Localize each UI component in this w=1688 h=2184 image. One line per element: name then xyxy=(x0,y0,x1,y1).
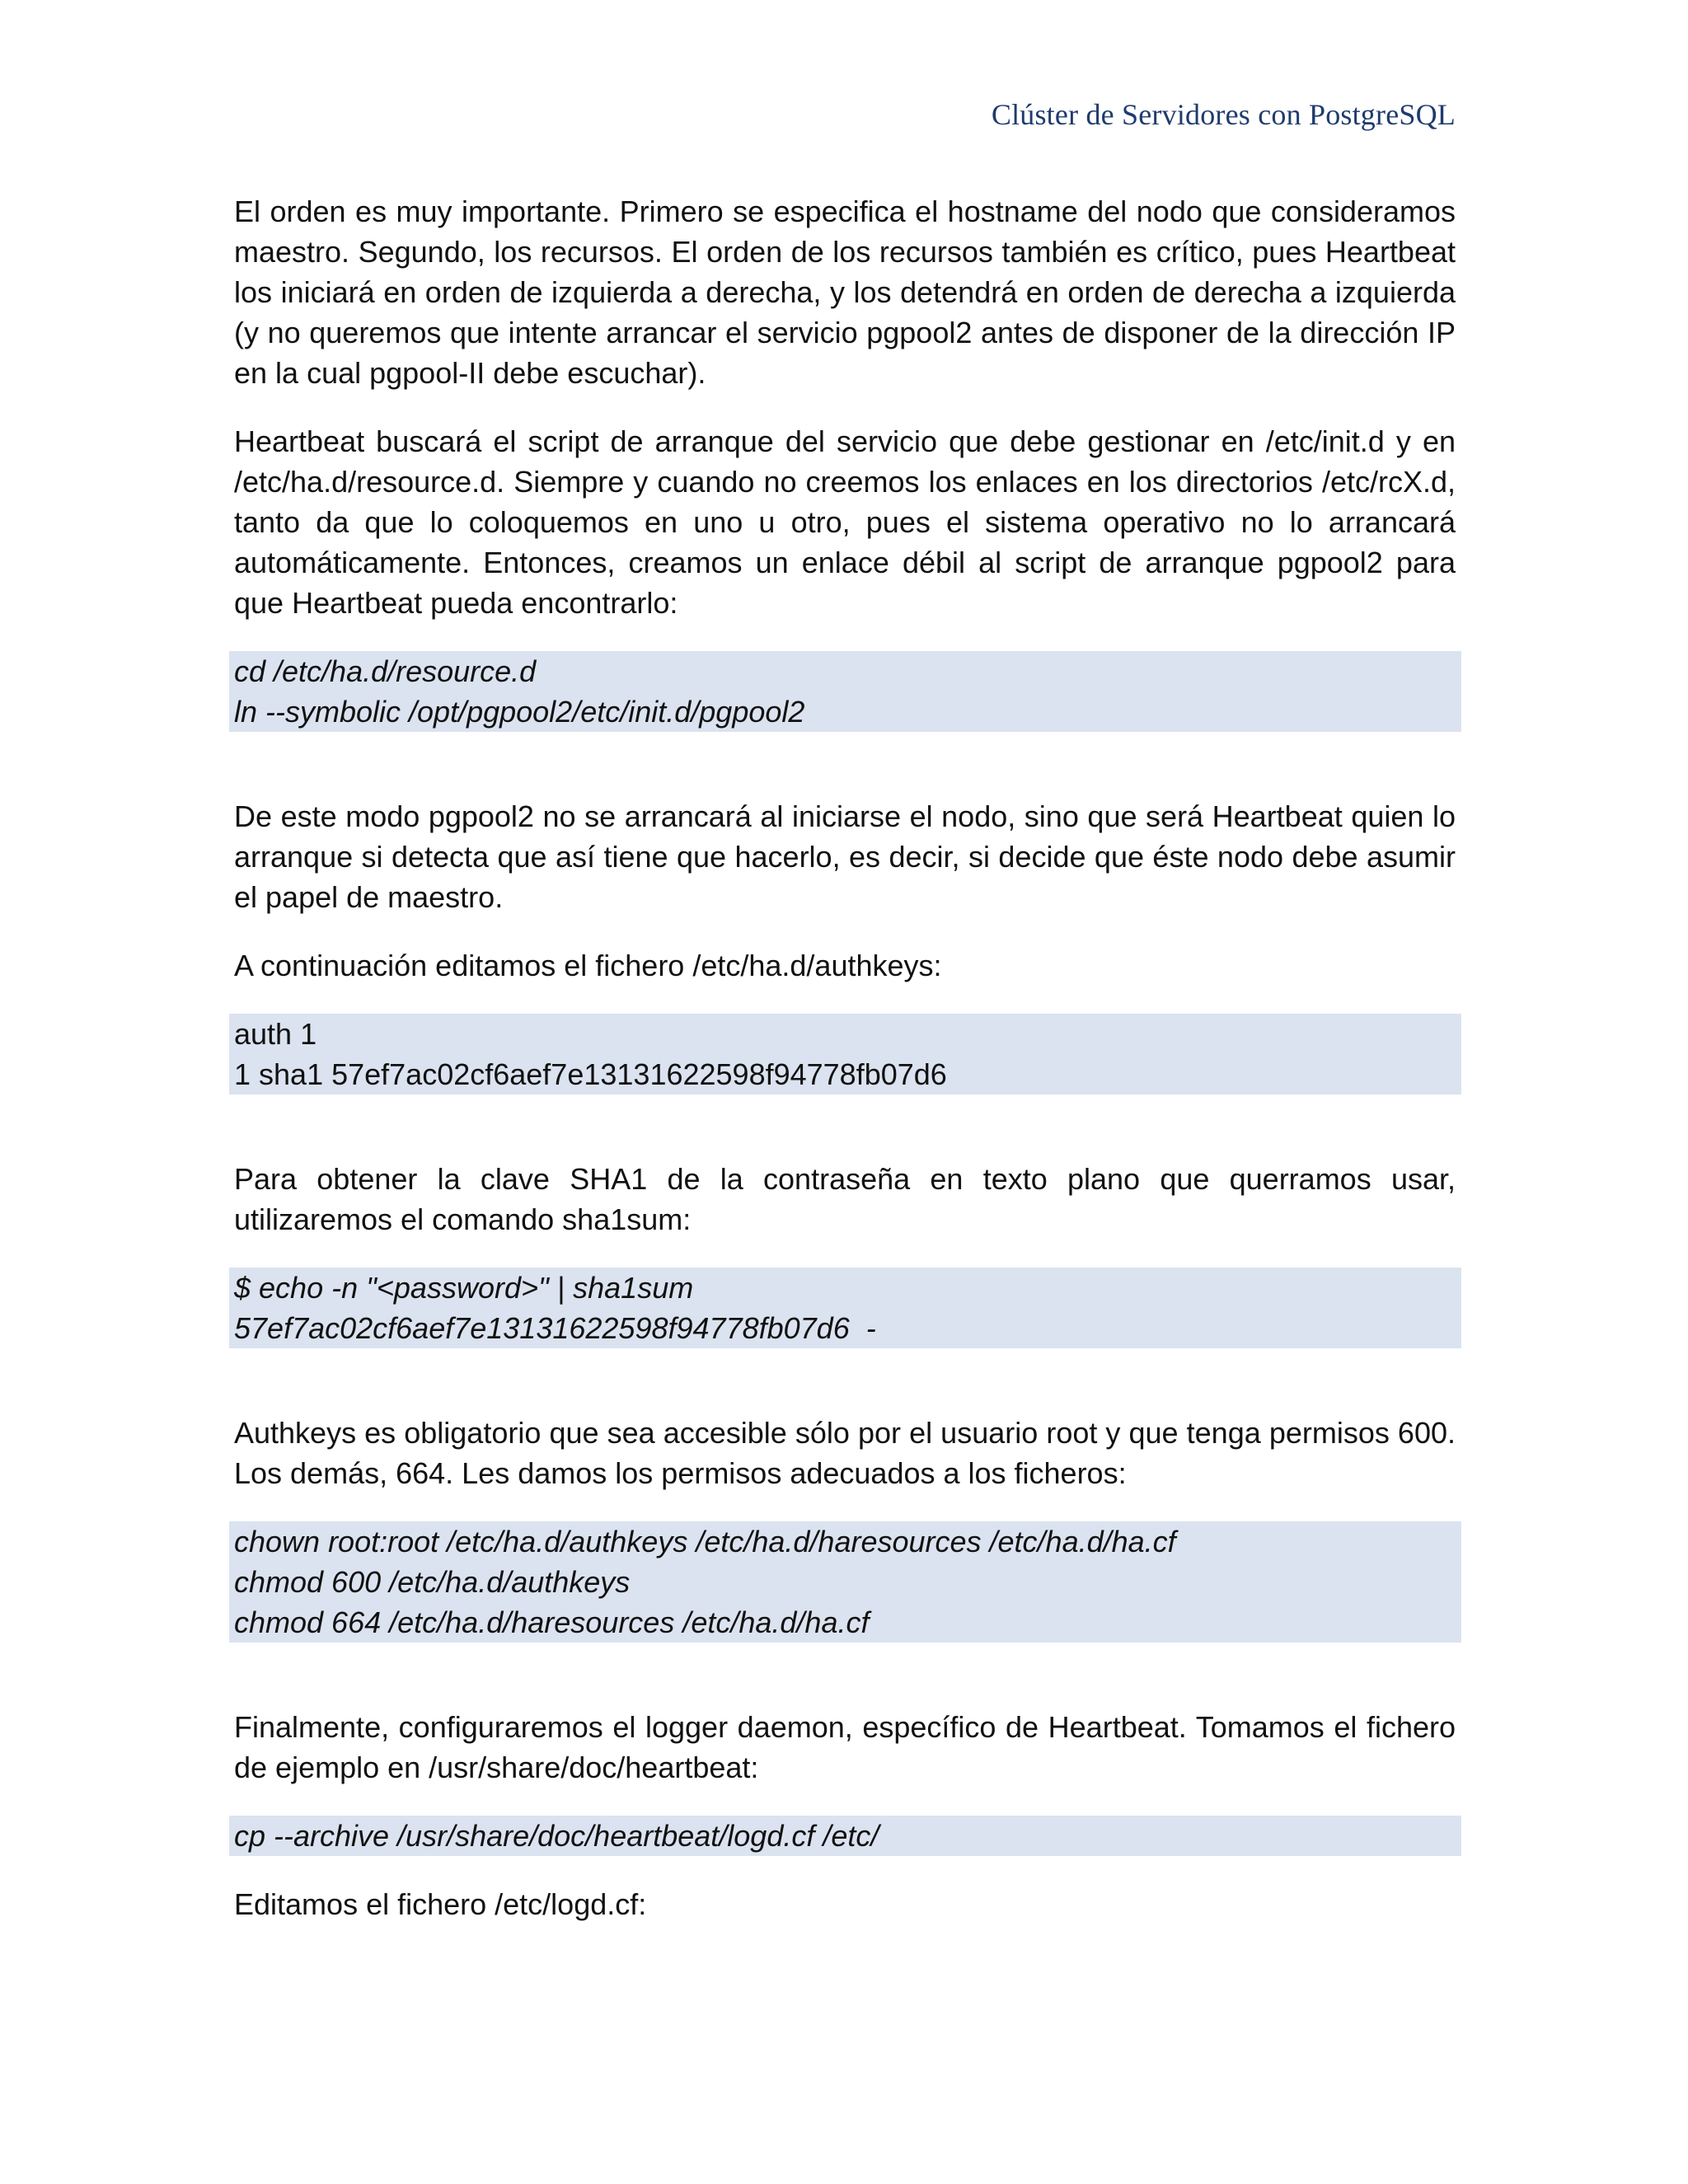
paragraph-heartbeat-start: De este modo pgpool2 no se arrancará al iniciarse el nodo, sino que será Heartbeat quien lo arranque si detecta que así tiene que hacerlo, es decir, si decide que éste nodo debe asumir el papel de maestro. xyxy=(234,799,1456,914)
paragraph-resource-order: El orden es muy importante. Primero se especifica el hostname del nodo que consideramos maestro. Segundo, los recursos. El orden de los recursos también es crítico, pues Heartbeat los iniciará en orden de izquierda a derecha, y los detendrá en orden de derecha a izquierda (y no queremos que intente arrancar el servicio pgpool2 antes de disponer de la dirección IP en la cual pgpool-II debe escuchar). xyxy=(234,194,1456,390)
code-block-permissions xyxy=(229,1521,1461,1643)
code-line: chown root:root /etc/ha.d/authkeys /etc/ha.d/haresources /etc/ha.d/ha.cf xyxy=(234,1525,1176,1558)
document-body xyxy=(234,191,1456,1924)
code-line: ln --symbolic /opt/pgpool2/etc/init.d/pgpool2 xyxy=(234,695,805,729)
paragraph-authkeys-intro: A continuación editamos el fichero /etc/ha.d/authkeys: xyxy=(234,949,942,982)
code-line: 57ef7ac02cf6aef7e13131622598f94778fb07d6 - xyxy=(234,1311,876,1345)
paragraph-permissions-intro: Authkeys es obligatorio que sea accesible sólo por el usuario root y que tenga permisos 600. Los demás, 664. Les damos los permisos adecuados a los ficheros: xyxy=(234,1416,1456,1490)
code-line: 1 sha1 57ef7ac02cf6aef7e13131622598f94778fb07d6 xyxy=(234,1057,947,1091)
paragraph-sha1-intro: Para obtener la clave SHA1 de la contraseña en texto plano que querramos usar, utilizaremos el comando sha1sum: xyxy=(234,1162,1456,1236)
code-block-authkeys xyxy=(229,1014,1461,1094)
paragraph-edit-logd: Editamos el fichero /etc/logd.cf: xyxy=(234,1887,647,1921)
code-line: cd /etc/ha.d/resource.d xyxy=(234,654,537,688)
code-block-sha1sum xyxy=(229,1268,1461,1348)
paragraph-logger-intro: Finalmente, configuraremos el logger daemon, específico de Heartbeat. Tomamos el fichero de ejemplo en /usr/share/doc/heartbeat: xyxy=(234,1710,1456,1784)
code-line: chmod 664 /etc/ha.d/haresources /etc/ha.d/ha.cf xyxy=(234,1605,870,1639)
code-line: cp --archive /usr/share/doc/heartbeat/logd.cf /etc/ xyxy=(234,1819,879,1853)
code-line: $ echo -n "<password>" | sha1sum xyxy=(234,1271,694,1305)
code-block-symlink xyxy=(229,651,1461,732)
code-block-logd-copy xyxy=(229,1816,1461,1856)
code-line: auth 1 xyxy=(234,1017,317,1051)
code-line: chmod 600 /etc/ha.d/authkeys xyxy=(234,1565,631,1599)
paragraph-script-location: Heartbeat buscará el script de arranque del servicio que debe gestionar en /etc/init.d y en /etc/ha.d/resource.d. Siempre y cuando no creemos los enlaces en los directorios /etc/rcX.d, tanto da que lo coloquemos en uno u otro, pues el sistema operativo no lo arrancará automáticamente. Entonces, creamos un enlace débil al script de arranque pgpool2 para que Heartbeat pueda encontrarlo: xyxy=(234,424,1456,620)
page-header-title: Clúster de Servidores con PostgreSQL xyxy=(991,98,1456,131)
